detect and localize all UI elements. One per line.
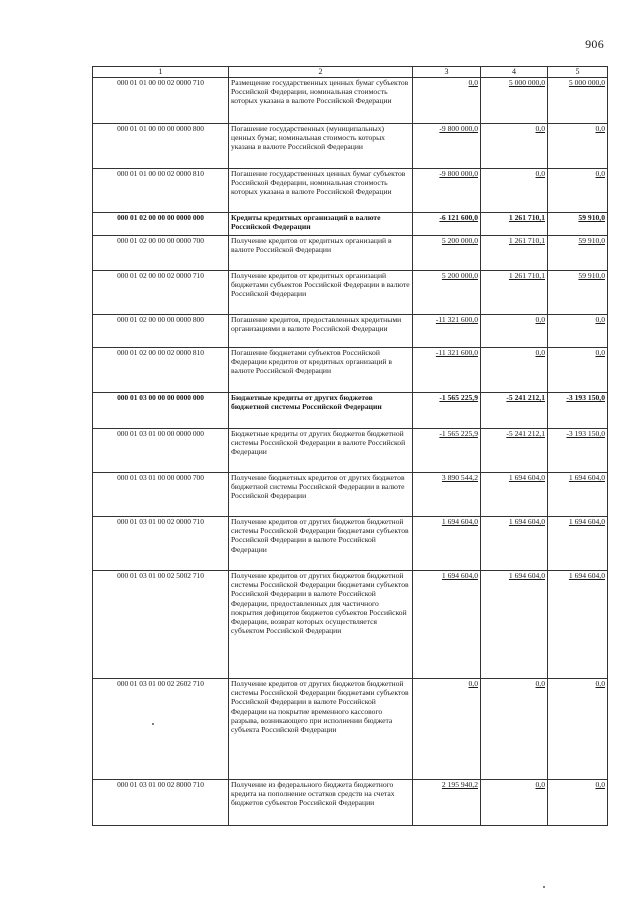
row-value-col5-cell: [548, 123, 608, 168]
row-value-col4: -5 241 212,1: [506, 428, 545, 438]
row-value-col4: 0,0: [535, 347, 545, 357]
row-value-col4-cell: [481, 235, 548, 270]
table-row: [93, 77, 608, 123]
row-value-col5: 0,0: [595, 123, 605, 133]
row-value-col5: 0,0: [595, 314, 605, 324]
table-row: [93, 678, 608, 779]
row-value-col4-cell: [481, 516, 548, 570]
column-header-1: 1: [93, 67, 229, 78]
scan-speck: [152, 723, 154, 725]
row-code: 000 01 02 00 00 00 0000 700: [93, 235, 229, 270]
row-value-col3-cell: [413, 235, 481, 270]
table-row: [93, 516, 608, 570]
row-value-col3-cell: [413, 678, 481, 779]
row-value-col4-cell: [481, 270, 548, 314]
row-value-col3-cell: [413, 168, 481, 212]
row-value-col5-cell: [548, 235, 608, 270]
row-value-col4: 1 261 710,1: [508, 212, 545, 222]
row-value-col3-cell: [413, 428, 481, 472]
table-header-row: [93, 67, 608, 78]
row-value-col4-cell: [481, 77, 548, 123]
row-value-col3: -1 565 225,9: [439, 392, 478, 402]
row-value-col3: 0,0: [468, 77, 478, 87]
row-code: 000 01 03 01 00 00 0000 000: [93, 428, 229, 472]
column-header-2: 2: [229, 67, 413, 78]
row-value-col3-cell: [413, 212, 481, 235]
row-value-col3: -6 121 600,0: [439, 212, 478, 222]
row-name: Получение кредитов от других бюджетов бюджетной системы Российской Федерации бюджетами субъектов Российской Федерации в валюте Российской Федерации: [229, 516, 413, 570]
row-value-col3: -9 800 000,0: [439, 123, 478, 133]
row-value-col3-cell: [413, 77, 481, 123]
table-row: [93, 212, 608, 235]
row-value-col3: 0,0: [468, 678, 478, 688]
row-value-col5-cell: [548, 212, 608, 235]
row-value-col3: -1 565 225,9: [439, 428, 478, 438]
row-name: Погашение государственных (муниципальных) ценных бумаг, номинальная стоимость которых указана в валюте Российской Федерации: [229, 123, 413, 168]
row-name: Получение из федерального бюджета бюджетного кредита на пополнение остатков средств на счетах бюджетов субъектов Российской Федерации: [229, 779, 413, 825]
row-value-col5: 0,0: [595, 779, 605, 789]
row-value-col4-cell: [481, 168, 548, 212]
row-code: 000 01 02 00 00 00 0000 000: [93, 212, 229, 235]
table-row: [93, 779, 608, 825]
row-name: Получение кредитов от кредитных организаций бюджетами субъектов Российской Федерации в валюте Российской Федерации: [229, 270, 413, 314]
row-value-col4-cell: [481, 428, 548, 472]
row-value-col5: 59 910,0: [578, 212, 605, 222]
row-value-col4: 0,0: [535, 678, 545, 688]
row-value-col4: 0,0: [535, 168, 545, 178]
row-value-col5: 5 000 000,0: [568, 77, 605, 87]
row-value-col5-cell: [548, 270, 608, 314]
row-name: Бюджетные кредиты от других бюджетов бюджетной системы Российской Федерации: [229, 392, 413, 428]
column-header-4: 4: [481, 67, 548, 78]
row-value-col3-cell: [413, 472, 481, 516]
table-row: [93, 123, 608, 168]
row-value-col4-cell: [481, 392, 548, 428]
budget-sources-table: [92, 66, 608, 826]
row-value-col5-cell: [548, 314, 608, 347]
table-row: [93, 392, 608, 428]
row-value-col4: 1 694 604,0: [508, 472, 545, 482]
row-value-col4-cell: [481, 212, 548, 235]
row-value-col5: 1 694 604,0: [568, 472, 605, 482]
row-value-col4: 1 261 710,1: [508, 270, 545, 280]
row-value-col4-cell: [481, 347, 548, 392]
row-value-col4-cell: [481, 678, 548, 779]
row-code: 000 01 03 01 00 02 0000 710: [93, 516, 229, 570]
row-value-col4: 0,0: [535, 123, 545, 133]
table-body: [93, 77, 608, 825]
page-number: 906: [585, 37, 604, 51]
row-value-col5-cell: [548, 77, 608, 123]
row-value-col3: -9 800 000,0: [439, 168, 478, 178]
row-name: Кредиты кредитных организаций в валюте Российской Федерации: [229, 212, 413, 235]
row-code: 000 01 02 00 00 00 0000 800: [93, 314, 229, 347]
row-value-col5: 1 694 604,0: [568, 516, 605, 526]
row-value-col5-cell: [548, 347, 608, 392]
row-value-col3: 5 200 000,0: [441, 270, 478, 280]
row-value-col5-cell: [548, 472, 608, 516]
table-row: [93, 570, 608, 678]
row-code: 000 01 01 00 00 02 0000 810: [93, 168, 229, 212]
row-value-col3-cell: [413, 314, 481, 347]
row-code: 000 01 01 00 00 00 0000 800: [93, 123, 229, 168]
row-value-col5-cell: [548, 516, 608, 570]
row-name: Погашение кредитов, предоставленных кредитными организациями в валюте Российской Федерации: [229, 314, 413, 347]
table-row: [93, 428, 608, 472]
row-value-col3: -11 321 600,0: [435, 347, 478, 357]
row-code: 000 01 03 00 00 00 0000 000: [93, 392, 229, 428]
column-header-3: 3: [413, 67, 481, 78]
row-code: 000 01 03 01 00 00 0000 700: [93, 472, 229, 516]
row-name: Погашение бюджетами субъектов Российской Федерации кредитов от кредитных организаций в валюте Российской Федерации: [229, 347, 413, 392]
row-value-col5: -3 193 150,0: [566, 392, 605, 402]
row-value-col5: 59 910,0: [578, 270, 605, 280]
row-value-col3-cell: [413, 516, 481, 570]
row-value-col4: 0,0: [535, 779, 545, 789]
table-row: [93, 168, 608, 212]
column-header-5: 5: [548, 67, 608, 78]
row-code: 000 01 02 00 00 02 0000 710: [93, 270, 229, 314]
row-value-col5: -3 193 150,0: [566, 428, 605, 438]
row-value-col3-cell: [413, 392, 481, 428]
row-value-col5: 0,0: [595, 347, 605, 357]
row-value-col3: 3 890 544,2: [441, 472, 478, 482]
row-value-col3: 1 694 604,0: [441, 516, 478, 526]
row-value-col5-cell: [548, 392, 608, 428]
row-name: Получение кредитов от других бюджетов бюджетной системы Российской Федерации бюджетами субъектов Российской Федерации в валюте Российской Федерации, предоставленных для частичного покрытия дефицитов бюджетов субъектов Российской Федерации, возврат которых осуществляется субъектом Российской Федерации: [229, 570, 413, 678]
row-value-col5-cell: [548, 168, 608, 212]
row-value-col4-cell: [481, 570, 548, 678]
row-value-col4-cell: [481, 472, 548, 516]
scan-speck: [543, 886, 545, 888]
row-code: 000 01 01 00 00 02 0000 710: [93, 77, 229, 123]
row-name: Размещение государственных ценных бумаг субъектов Российской Федерации, номинальная стоимость которых указана в валюте Российской Федерации: [229, 77, 413, 123]
row-value-col4: 1 694 604,0: [508, 516, 545, 526]
row-value-col4-cell: [481, 779, 548, 825]
row-value-col3-cell: [413, 270, 481, 314]
row-value-col5: 0,0: [595, 678, 605, 688]
row-value-col4: 1 261 710,1: [508, 235, 545, 245]
row-value-col4: 0,0: [535, 314, 545, 324]
row-value-col5: 0,0: [595, 168, 605, 178]
row-value-col5: 1 694 604,0: [568, 570, 605, 580]
row-value-col5-cell: [548, 570, 608, 678]
row-code: 000 01 03 01 00 02 5002 710: [93, 570, 229, 678]
row-value-col3: 5 200 000,0: [441, 235, 478, 245]
row-value-col4: 5 000 000,0: [508, 77, 545, 87]
row-value-col5-cell: [548, 678, 608, 779]
row-value-col4-cell: [481, 123, 548, 168]
row-value-col4: -5 241 212,1: [506, 392, 545, 402]
table-row: [93, 314, 608, 347]
row-code: 000 01 03 01 00 02 2602 710: [93, 678, 229, 779]
row-name: Получение бюджетных кредитов от других бюджетов бюджетной системы Российской Федерации в валюте Российской Федерации: [229, 472, 413, 516]
row-value-col3-cell: [413, 570, 481, 678]
row-value-col3-cell: [413, 123, 481, 168]
row-value-col5-cell: [548, 428, 608, 472]
row-name: Получение кредитов от кредитных организаций в валюте Российской Федерации: [229, 235, 413, 270]
table-row: [93, 235, 608, 270]
row-name: Бюджетные кредиты от других бюджетов бюджетной системы Российской Федерации в валюте Российской Федерации: [229, 428, 413, 472]
row-value-col3-cell: [413, 779, 481, 825]
row-value-col5: 59 910,0: [578, 235, 605, 245]
row-value-col5-cell: [548, 779, 608, 825]
row-value-col3-cell: [413, 347, 481, 392]
row-value-col3: 1 694 604,0: [441, 570, 478, 580]
table-row: [93, 472, 608, 516]
row-value-col4-cell: [481, 314, 548, 347]
row-value-col4: 1 694 604,0: [508, 570, 545, 580]
table-row: [93, 347, 608, 392]
row-value-col3: 2 195 940,2: [441, 779, 478, 789]
row-value-col3: -11 321 600,0: [435, 314, 478, 324]
table-row: [93, 270, 608, 314]
row-code: 000 01 03 01 00 02 8000 710: [93, 779, 229, 825]
row-name: Получение кредитов от других бюджетов бюджетной системы Российской Федерации бюджетами субъектов Российской Федерации в валюте Российской Федерации на покрытие временного кассового разрыва, возникающего при исполнении бюджета субъекта Российской Федерации: [229, 678, 413, 779]
row-code: 000 01 02 00 00 02 0000 810: [93, 347, 229, 392]
row-name: Погашение государственных ценных бумаг субъектов Российской Федерации, номинальная стоимость которых указана в валюте Российской Федерации: [229, 168, 413, 212]
